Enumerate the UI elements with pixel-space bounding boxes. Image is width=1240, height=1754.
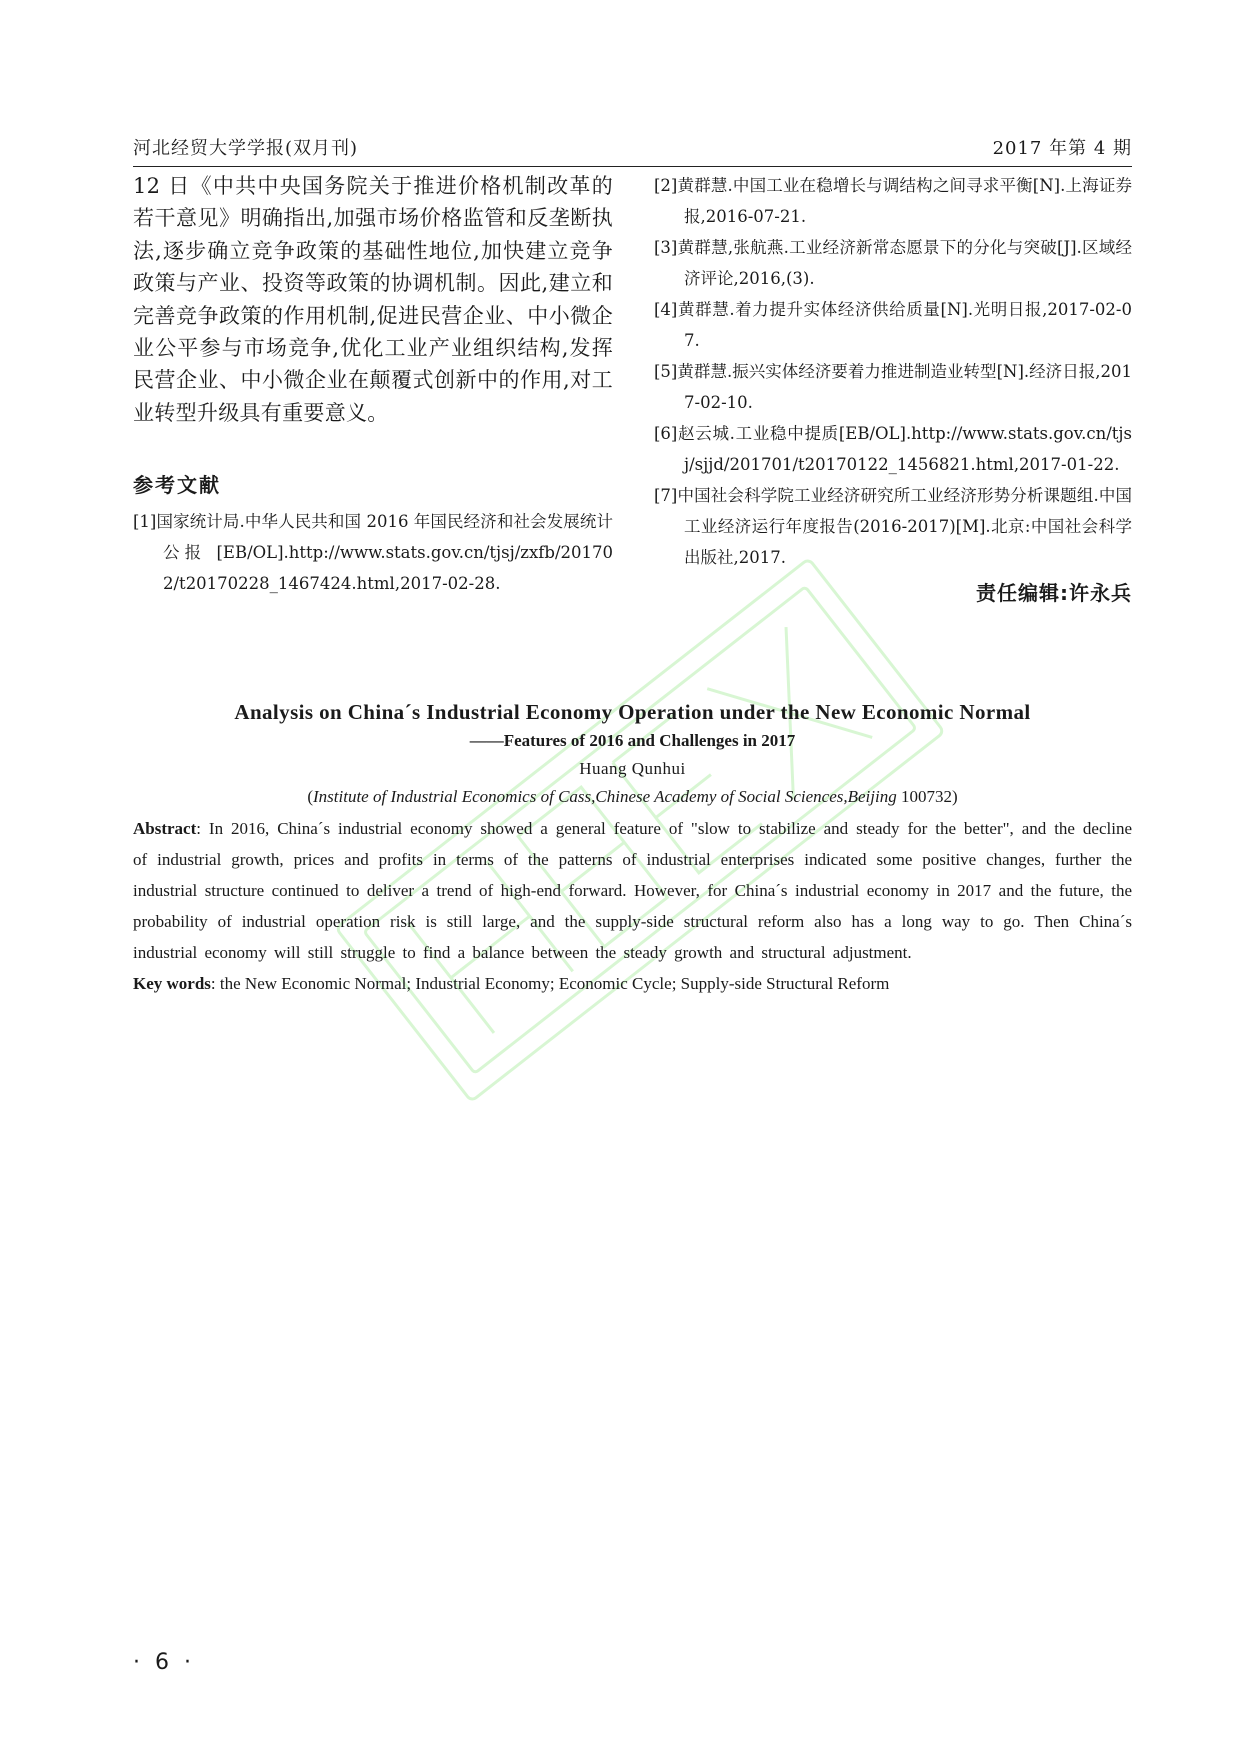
- english-subtitle: ——Features of 2016 and Challenges in 2017: [469, 731, 796, 750]
- reference-item-3: [3]黄群慧,张航燕.工业经济新常态愿景下的分化与突破[J].区域经济评论,2016,(3).: [654, 238, 1132, 288]
- english-title: Analysis on China´s Industrial Economy Operation under the New Economic Normal: [234, 700, 1031, 724]
- reference-item-1: [1]国家统计局.中华人民共和国 2016 年国民经济和社会发展统计公报 [EB/OL].http://www.stats.gov.cn/tjsj/zxfb/201702/t20170228_1467424.html,2017-02-28.: [133, 512, 613, 594]
- reference-item-4: [4]黄群慧.着力提升实体经济供给质量[N].光明日报,2017-02-07.: [654, 300, 1132, 350]
- abstract-text: : In 2016, China´s industrial economy showed a general feature of "slow to stabilize and steady for the better", and the decline of industrial growth, prices and profits in terms of the patterns of industrial enterprises indicated some positive changes, further the industrial structure continued to deliver a trend of high-end forward. However, for China´s industrial economy in 2017 and the future, the probability of industrial operation risk is still large, and the supply-side structural reform also has a long way to go. Then China´s industrial economy will still struggle to find a balance between the steady growth and structural adjustment.: [133, 819, 1132, 962]
- english-keywords: [133, 968, 1132, 999]
- affiliation-open: (: [307, 787, 313, 806]
- reference-item-6: [6]赵云城.工业稳中提质[EB/OL].http://www.stats.gov.cn/tjsj/sjjd/201701/t20170122_1456821.html,2017-01-22.: [654, 424, 1132, 474]
- references-title: 参考文献: [133, 473, 221, 498]
- affiliation-code: 100732): [896, 787, 958, 806]
- page-number: · 6 ·: [133, 1650, 195, 1675]
- keywords-label: Key words: [133, 974, 211, 993]
- english-abstract: [133, 813, 1132, 968]
- affiliation-text: Institute of Industrial Economics of Cass,Chinese Academy of Social Sciences,Beijing: [313, 787, 897, 806]
- english-author: Huang Qunhui: [579, 759, 686, 778]
- abstract-label: Abstract: [133, 819, 197, 838]
- reference-item-5: [5]黄群慧.振兴实体经济要着力推进制造业转型[N].经济日报,2017-02-10.: [654, 362, 1132, 412]
- english-affiliation: [133, 787, 1132, 807]
- body-paragraph: 12 日《中共中央国务院关于推进价格机制改革的若干意见》明确指出,加强市场价格监管和反垄断执法,逐步确立竞争政策的基础性地位,加快建立竞争政策与产业、投资等政策的协调机制。因此,建立和完善竞争政策的作用机制,促进民营企业、中小微企业公平参与市场竞争,优化工业产业组织结构,发挥民营企业、中小微企业在颠覆式创新中的作用,对工业转型升级具有重要意义。: [133, 174, 613, 425]
- editor-credit: 责任编辑:许永兵: [976, 581, 1132, 605]
- english-abstract-block: [133, 700, 1132, 999]
- header-rule: [133, 166, 1132, 167]
- reference-item-2: [2]黄群慧.中国工业在稳增长与调结构之间寻求平衡[N].上海证券报,2016-07-21.: [654, 176, 1132, 226]
- left-column: [133, 170, 613, 599]
- journal-name: 河北经贸大学学报(双月刊): [133, 138, 359, 159]
- keywords-text: : the New Economic Normal; Industrial Economy; Economic Cycle; Supply-side Structural Reform: [210, 974, 890, 993]
- reference-item-7: [7]中国社会科学院工业经济研究所工业经济形势分析课题组.中国工业经济运行年度报告(2016-2017)[M].北京:中国社会科学出版社,2017.: [654, 486, 1132, 567]
- issue-label: 2017 年第 4 期: [992, 138, 1132, 159]
- right-column: [654, 170, 1132, 606]
